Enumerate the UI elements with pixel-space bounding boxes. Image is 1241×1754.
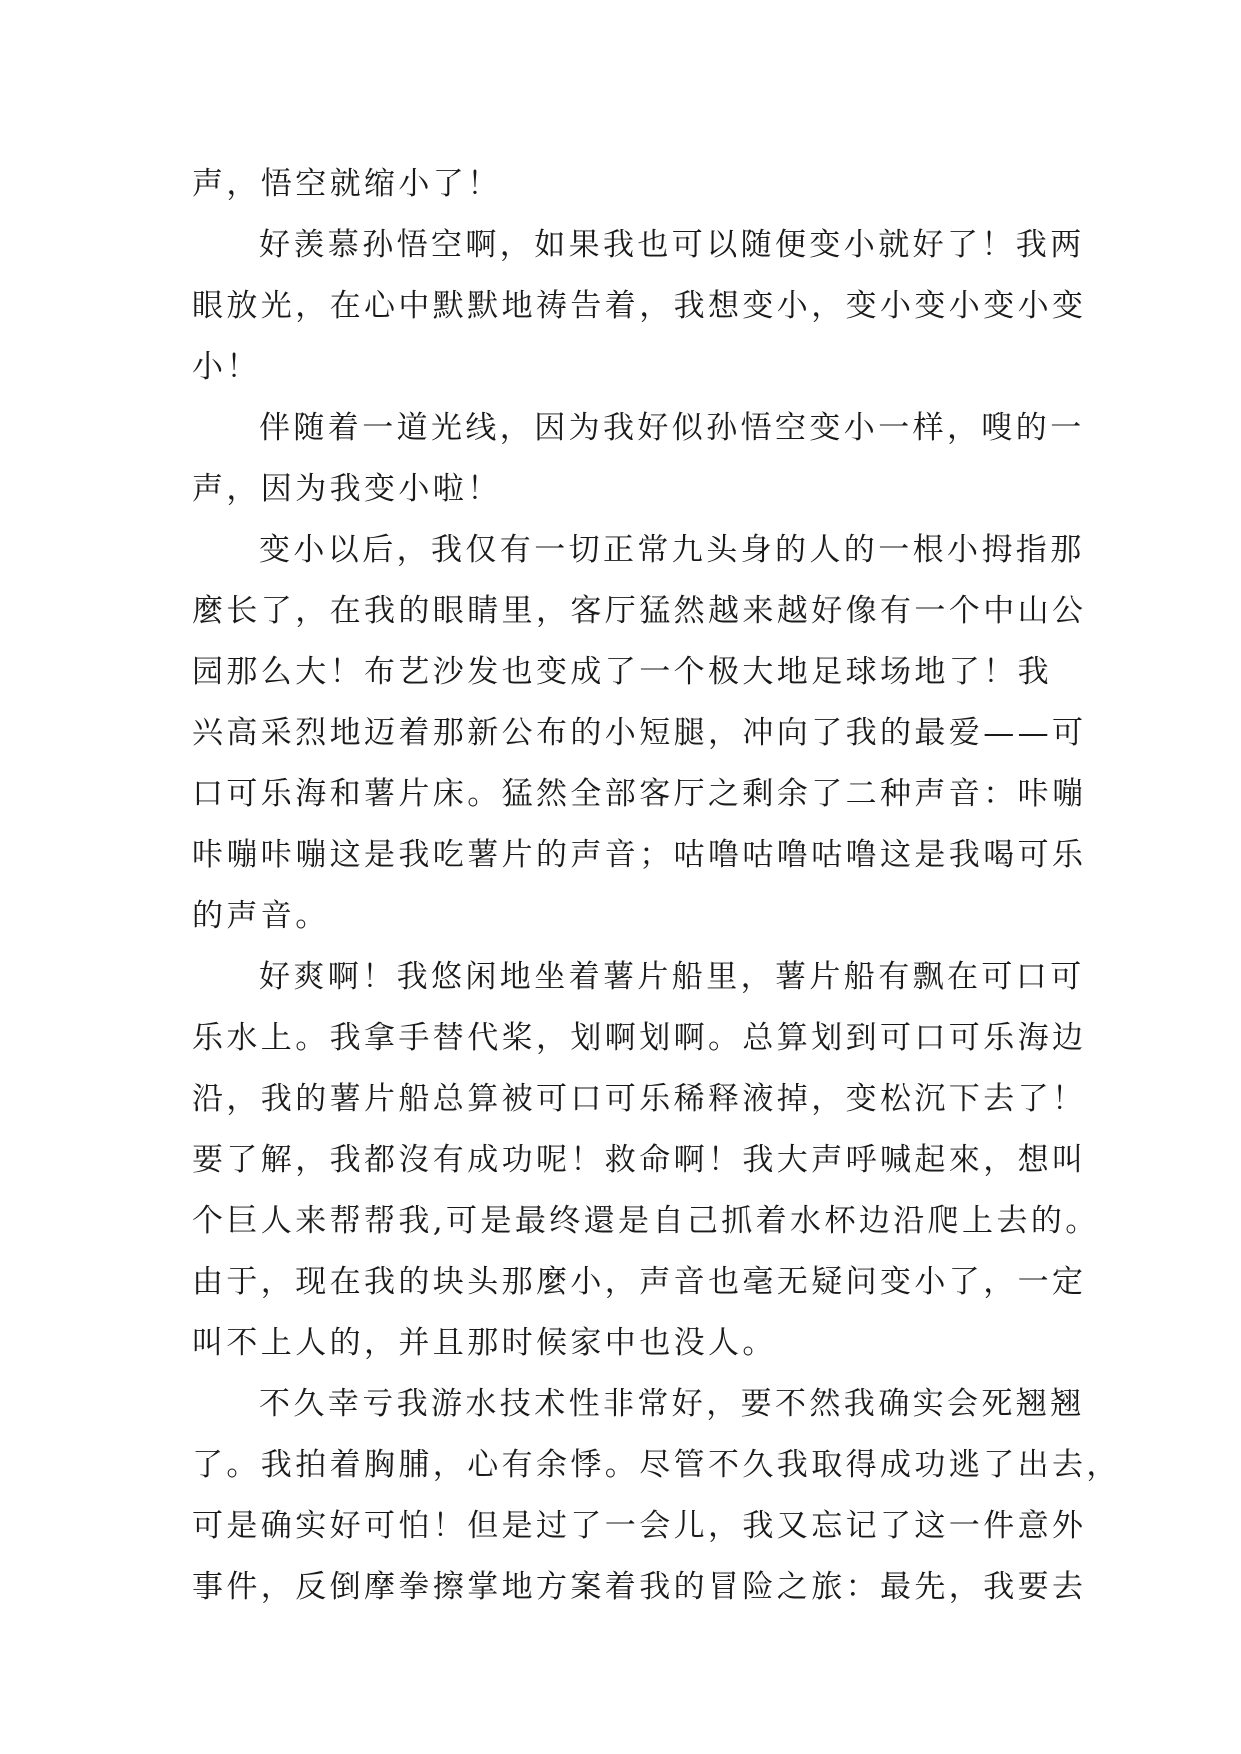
- text-line: 口可乐海和薯片床。猛然全部客厅之剩余了二种声音：咔嘣: [192, 776, 1087, 812]
- text-line: 小！: [192, 349, 261, 385]
- text-line: 伴随着一道光线，因为我好似孙悟空变小一样，嗖的一: [259, 410, 1085, 446]
- text-line: 个巨人来帮帮我,可是最终還是自己抓着水杯边沿爬上去的。: [192, 1203, 1100, 1239]
- text-line: 声，悟空就缩小了！: [192, 166, 502, 202]
- text-line: 园那么大！布艺沙发也变成了一个极大地足球场地了！我: [192, 654, 1052, 690]
- text-line: 沿，我的薯片船总算被可口可乐稀释液掉，变松沉下去了！: [192, 1081, 1087, 1117]
- text-line: 好爽啊！我悠闲地坐着薯片船里，薯片船有飘在可口可: [259, 959, 1085, 995]
- text-line: 不久幸亏我游水技术性非常好，要不然我确实会死翘翘: [259, 1386, 1085, 1422]
- text-line: 事件，反倒摩拳擦掌地方案着我的冒险之旅：最先，我要去: [192, 1569, 1087, 1605]
- text-line: 兴高采烈地迈着那新公布的小短腿，冲向了我的最爱——可: [192, 715, 1087, 751]
- text-line: 眼放光，在心中默默地祷告着，我想变小，变小变小变小变: [192, 288, 1087, 324]
- text-line: 要了解，我都沒有成功呢！救命啊！我大声呼喊起來，想叫: [192, 1142, 1087, 1178]
- text-line: 变小以后，我仅有一切正常九头身的人的一根小拇指那: [259, 532, 1085, 568]
- text-line: 乐水上。我拿手替代桨，划啊划啊。总算划到可口可乐海边: [192, 1020, 1087, 1056]
- text-line: 叫不上人的，并且那时候家中也没人。: [192, 1325, 777, 1361]
- text-line: 的声音。: [192, 898, 330, 934]
- text-line: 可是确实好可怕！但是过了一会儿，我又忘记了这一件意外: [192, 1508, 1087, 1544]
- text-line: 麼长了，在我的眼睛里，客厅猛然越来越好像有一个中山公: [192, 593, 1087, 629]
- text-line: 声，因为我变小啦！: [192, 471, 502, 507]
- text-line: 咔嘣咔嘣这是我吃薯片的声音；咕噜咕噜咕噜这是我喝可乐: [192, 837, 1087, 873]
- text-line: 了。我拍着胸脯，心有余悸。尽管不久我取得成功逃了出去，: [192, 1447, 1121, 1483]
- text-line: 好羡慕孙悟空啊，如果我也可以随便变小就好了！我两: [259, 227, 1085, 263]
- body-text: [192, 154, 1121, 1618]
- text-line: 由于，现在我的块头那麼小，声音也毫无疑问变小了，一定: [192, 1264, 1087, 1300]
